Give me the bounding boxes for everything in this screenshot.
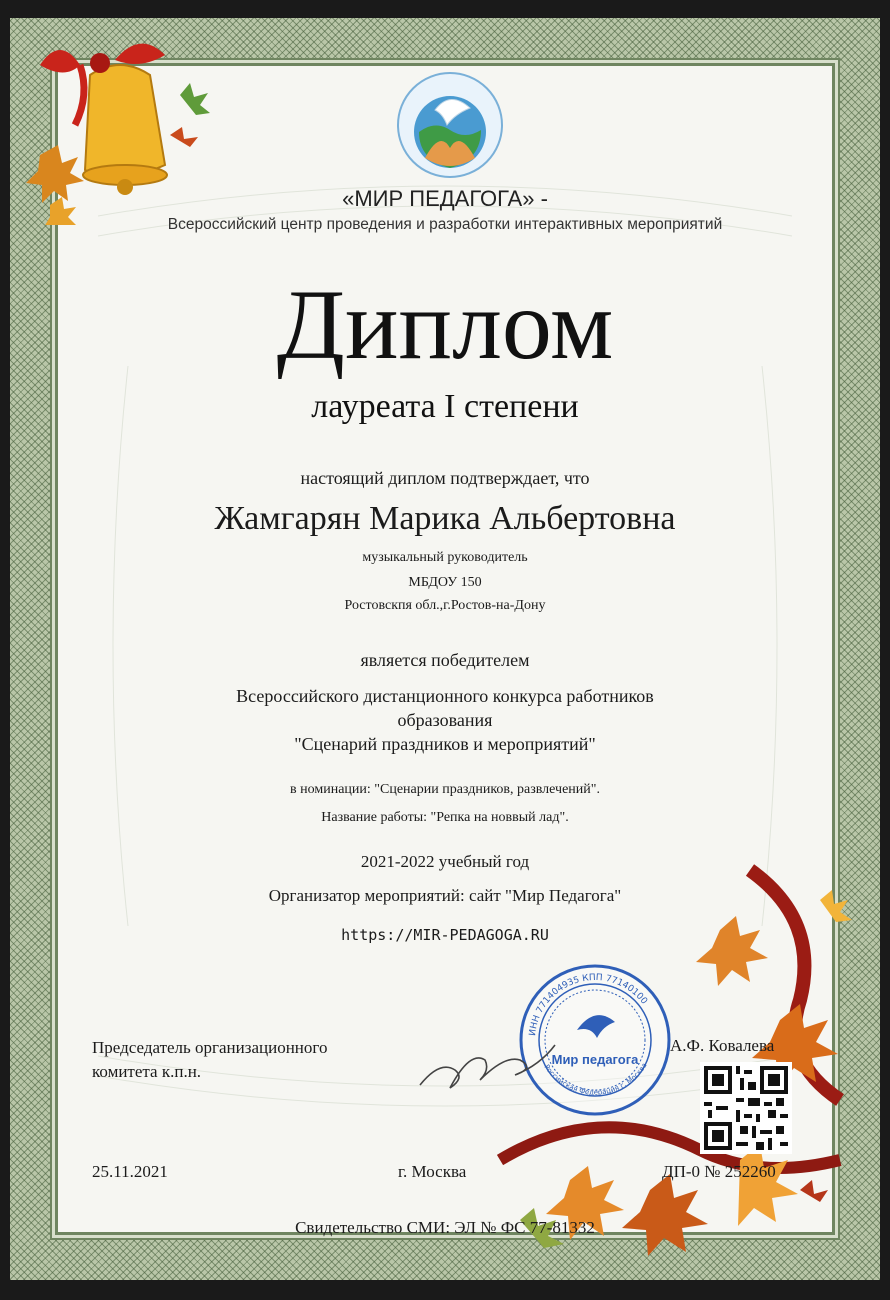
recipient-location: Ростовскпя обл.,г.Ростов-на-Дону	[344, 598, 546, 613]
contest-line-2: образования	[397, 710, 493, 730]
organizer-url[interactable]: https://MIR-PEDAGOGA.RU	[341, 926, 549, 944]
issue-date: 25.11.2021	[92, 1162, 168, 1181]
chairman-line-1: Председатель организационного	[92, 1038, 328, 1057]
stamp-name: Мир педагога	[551, 1052, 639, 1067]
recipient-institution: МБДОУ 150	[408, 575, 482, 590]
issue-city: г. Москва	[398, 1162, 467, 1181]
nomination-text: в номинации: "Сценарии праздников, развлечений".	[290, 782, 600, 797]
media-certificate: Свидетельство СМИ: ЭЛ № ФС 77-81332	[295, 1218, 595, 1237]
brand-subtitle: Всероссийский центр проведения и разработки интерактивных мероприятий	[167, 216, 723, 233]
stamp-bottom-text: Российская Федерация г. Москва	[542, 1061, 649, 1097]
work-title-text: Название работы: "Репка на новвый лад".	[321, 810, 569, 825]
academic-year: 2021-2022 учебный год	[360, 852, 530, 871]
diploma-title: Диплом	[276, 269, 614, 380]
recipient-position: музыкальный руководитель	[362, 550, 528, 565]
qr-code-icon	[700, 1062, 792, 1154]
signature-icon	[410, 1030, 560, 1100]
stamp-ring-text: ИНН 771404935 КПП 77140100	[528, 972, 649, 1037]
contest-line-1: Всероссийского дистанционного конкурса работников	[236, 686, 654, 706]
brand-title: «МИР ПЕДАГОГА» -	[342, 186, 548, 211]
recipient-name: Жамгарян Марика Альбертовна	[214, 500, 676, 537]
winner-text: является победителем	[360, 650, 530, 670]
chairman-line-2: комитета к.п.н.	[92, 1062, 202, 1081]
contest-name: "Сценарий праздников и мероприятий"	[294, 734, 596, 754]
qr-code[interactable]	[700, 1062, 792, 1154]
mir-pedagoga-logo-icon	[395, 70, 505, 180]
confirms-text: настоящий диплом подтверждает, что	[300, 468, 590, 488]
diploma-number: ДП-0 № 252260	[662, 1162, 776, 1181]
signer-name: А.Ф. Ковалева	[670, 1036, 775, 1055]
organizer-text: Организатор мероприятий: сайт "Мир Педагога"	[268, 886, 622, 905]
diploma-degree: лауреата I степени	[311, 388, 579, 425]
